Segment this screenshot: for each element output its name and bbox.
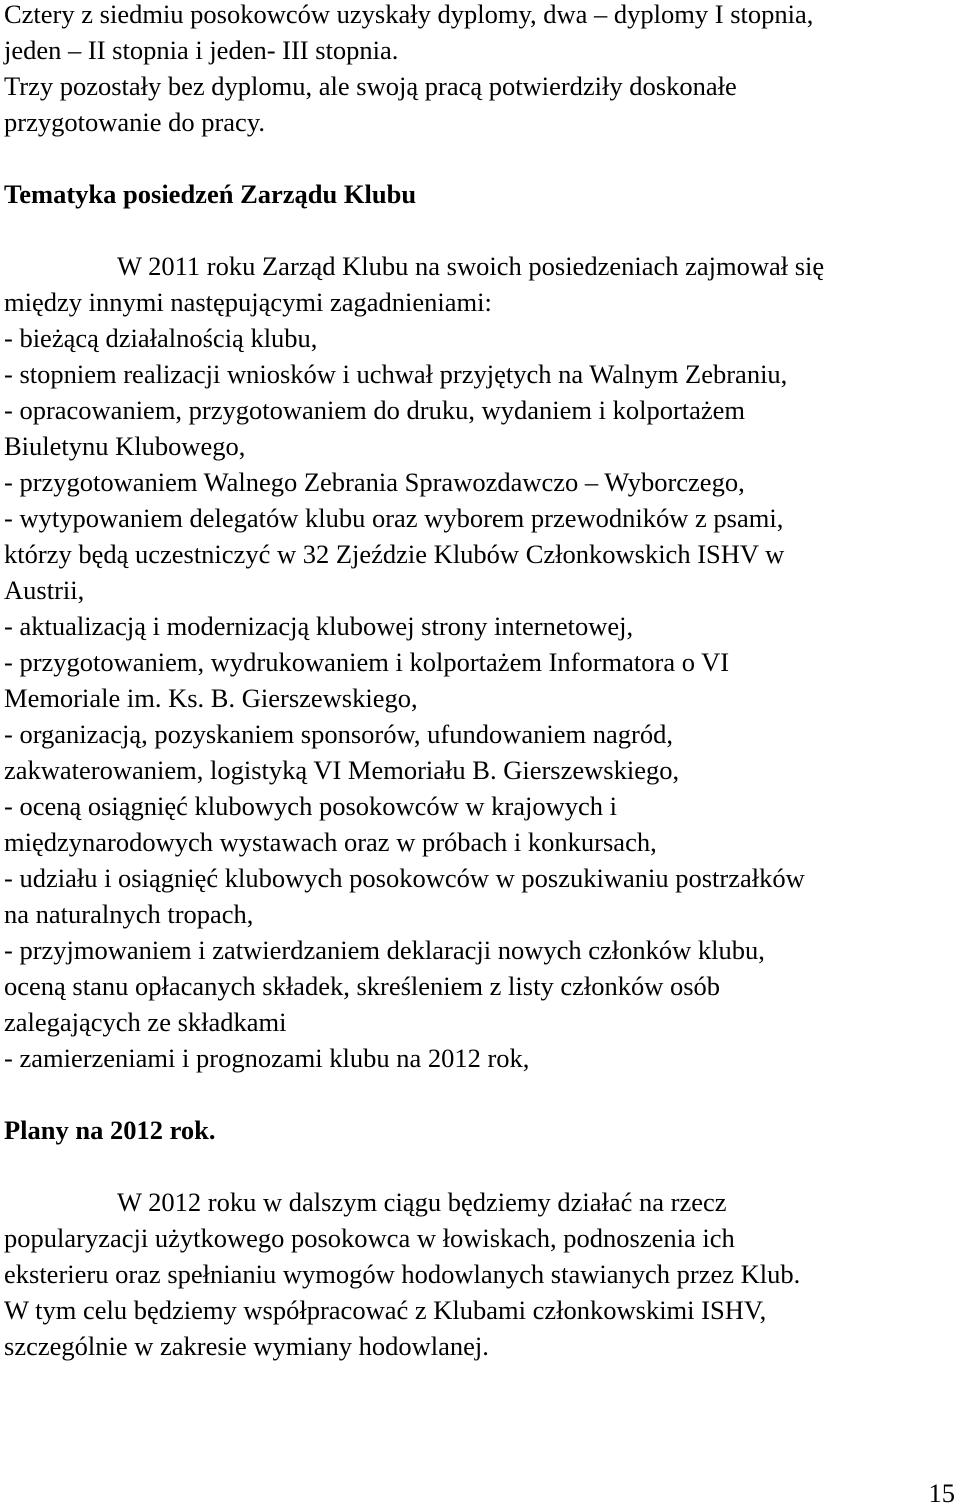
text-line: popularyzacji użytkowego posokowca w łowiskach, podnoszenia ich [4, 1223, 735, 1253]
section-heading: Plany na 2012 rok. [4, 1115, 216, 1145]
text-line: Cztery z siedmiu posokowców uzyskały dyplomy, dwa – dyplomy I stopnia, [4, 0, 814, 29]
list-item: - przyjmowaniem i zatwierdzaniem deklaracji nowych członków klubu, [4, 935, 765, 965]
list-item: - opracowaniem, przygotowaniem do druku, wydaniem i kolportażem [4, 395, 746, 425]
list-item-continuation: międzynarodowych wystawach oraz w próbach i konkursach, [4, 827, 657, 857]
text-line: W tym celu będziemy współpracować z Klubami członkowskimi ISHV, [4, 1295, 767, 1325]
list-item: - wytypowaniem delegatów klubu oraz wyborem przewodników z psami, [4, 503, 784, 533]
list-item-continuation: Biuletynu Klubowego, [4, 431, 246, 461]
text-line: eksterieru oraz spełnianiu wymogów hodowlanych stawianych przez Klub. [4, 1259, 801, 1289]
list-item: - przygotowaniem Walnego Zebrania Sprawozdawczo – Wyborczego, [4, 467, 745, 497]
text-line: szczególnie w zakresie wymiany hodowlanej. [4, 1331, 489, 1361]
text-line: przygotowanie do pracy. [4, 107, 265, 137]
text-line: Trzy pozostały bez dyplomu, ale swoją pracą potwierdziły doskonałe [4, 71, 737, 101]
list-item: - oceną osiągnięć klubowych posokowców w krajowych i [4, 791, 618, 821]
section-heading: Tematyka posiedzeń Zarządu Klubu [4, 179, 417, 209]
text-line: między innymi następującymi zagadnieniami: [4, 287, 492, 317]
list-item-continuation: którzy będą uczestniczyć w 32 Zjeździe Klubów Członkowskich ISHV w [4, 539, 785, 569]
list-item: - przygotowaniem, wydrukowaniem i kolportażem Informatora o VI [4, 647, 730, 677]
list-item: - aktualizacją i modernizacją klubowej strony internetowej, [4, 611, 634, 641]
list-item-continuation: oceną stanu opłacanych składek, skreśleniem z listy członków osób [4, 971, 721, 1001]
list-item-continuation: na naturalnych tropach, [4, 899, 254, 929]
text-line: W 2012 roku w dalszym ciągu będziemy działać na rzecz [117, 1187, 727, 1217]
list-item: - zamierzeniami i prognozami klubu na 2012 rok, [4, 1043, 530, 1073]
list-item: - udziału i osiągnięć klubowych posokowców w poszukiwaniu postrzałków [4, 863, 805, 893]
list-item: - organizacją, pozyskaniem sponsorów, ufundowaniem nagród, [4, 719, 673, 749]
text-line: jeden – II stopnia i jeden- III stopnia. [4, 35, 399, 65]
list-item-continuation: Memoriale im. Ks. B. Gierszewskiego, [4, 683, 418, 713]
list-item: - bieżącą działalnością klubu, [4, 323, 318, 353]
list-item: - stopniem realizacji wniosków i uchwał przyjętych na Walnym Zebraniu, [4, 359, 788, 389]
list-item-continuation: zalegających ze składkami [4, 1007, 287, 1037]
page-number: 15 [928, 1478, 955, 1508]
list-item-continuation: Austrii, [4, 575, 85, 605]
text-line: W 2011 roku Zarząd Klubu na swoich posiedzeniach zajmował się [117, 251, 825, 281]
list-item-continuation: zakwaterowaniem, logistyką VI Memoriału B. Gierszewskiego, [4, 755, 680, 785]
